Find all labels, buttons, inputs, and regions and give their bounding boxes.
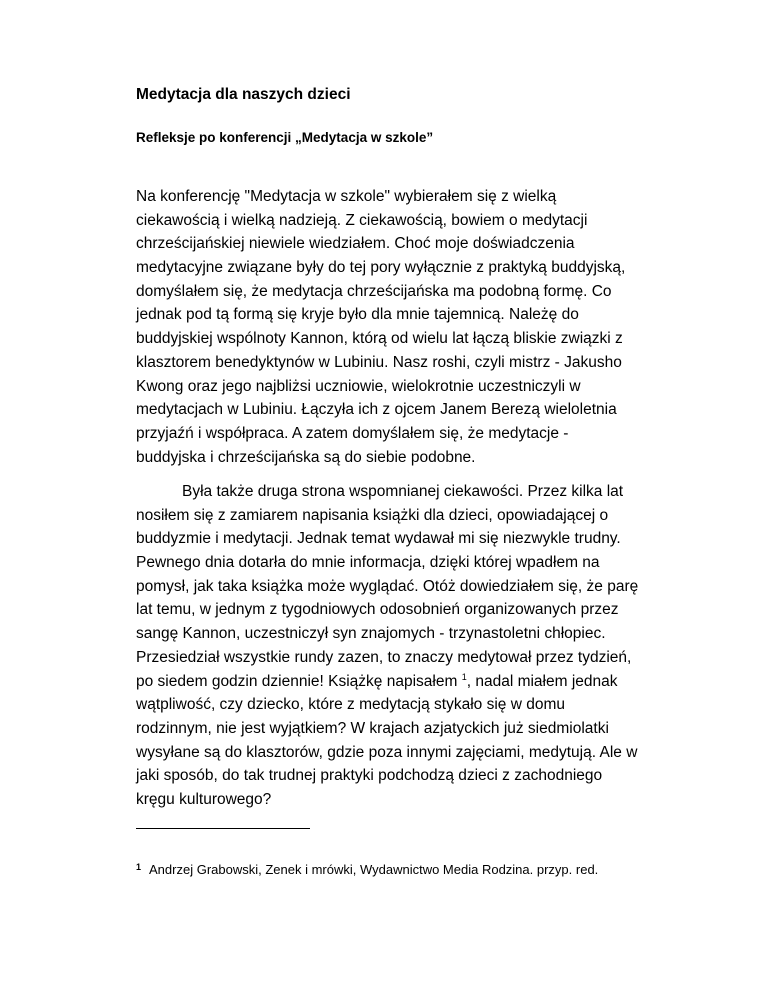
text-line: pomysł, jak taka książka może wyglądać. Otóż dowiedziałem się, że parę bbox=[136, 577, 639, 595]
text-line: jaki sposób, do tak trudnej praktyki podchodzą dzieci z zachodniego bbox=[136, 767, 603, 785]
document-title: Medytacja dla naszych dzieci bbox=[136, 86, 351, 103]
paragraph-1 bbox=[136, 185, 696, 469]
text-line: buddyjskiej wspólnoty Kannon, którą od wielu lat łączą bliskie związki z bbox=[136, 330, 623, 348]
text-line: sangę Kannon, uczestniczył syn znajomych - trzynastoletni chłopiec. bbox=[136, 625, 606, 643]
text-segment: , nadal miałem jednak bbox=[466, 672, 618, 690]
footnote-text: Andrzej Grabowski, Zenek i mrówki, Wydawnictwo Media Rodzina. przyp. red. bbox=[149, 862, 599, 877]
footnote-number: 1 bbox=[136, 862, 142, 872]
footnote-separator bbox=[136, 828, 310, 829]
text-line: Pewnego dnia dotarła do mnie informacja, dzięki której wpadłem na bbox=[136, 554, 600, 572]
document-subtitle: Refleksje po konferencji „Medytacja w szkole” bbox=[136, 130, 434, 145]
text-line: domyślałem się, że medytacja chrześcijańska ma podobną formę. Co bbox=[136, 282, 612, 300]
text-line: wątpliwość, czy dziecko, które z medytacją stykało się w domu bbox=[136, 696, 565, 714]
text-line: ciekawością i wielką nadzieją. Z ciekawością, bowiem o medytacji bbox=[136, 211, 588, 229]
paragraph-2 bbox=[136, 480, 696, 812]
text-line: kręgu kulturowego? bbox=[136, 790, 272, 808]
text-line: Kwong oraz jego najbliżsi uczniowie, wielokrotnie uczestniczyli w bbox=[136, 377, 581, 395]
text-line: Na konferencję "Medytacja w szkole" wybierałem się z wielką bbox=[136, 188, 557, 205]
text-line: Była także druga strona wspomnianej ciekawości. Przez kilka lat bbox=[182, 483, 624, 500]
text-line: wysyłane są do klasztorów, gdzie poza innymi zajęciami, medytują. Ale w bbox=[136, 743, 638, 761]
text-line: medytacjach w Lubiniu. Łączyła ich z ojcem Janem Berezą wieloletnia bbox=[136, 401, 617, 419]
footnote-reference[interactable]: 1 bbox=[461, 671, 467, 682]
text-line: jednak pod tą formą się kryje było dla mnie tajemnicą. Należę do bbox=[136, 306, 579, 324]
text-line: przyjaźń i współpraca. A zatem domyślałem się, że medytacje - bbox=[136, 424, 569, 442]
text-segment: po siedem godzin dziennie! Książkę napisałem bbox=[136, 672, 462, 690]
text-line: medytacyjne związane były do tej pory wyłącznie z praktyką buddyjską, bbox=[136, 259, 626, 277]
text-line: rodzinnym, nie jest wyjątkiem? W krajach azjatyckich już siedmiolatki bbox=[136, 719, 609, 737]
text-line: nosiłem się z zamiarem napisania książki dla dzieci, opowiadającej o bbox=[136, 506, 609, 524]
text-line: Przesiedział wszystkie rundy zazen, to znaczy medytował przez tydzień, bbox=[136, 648, 632, 666]
text-line: chrześcijańskiej niewiele wiedziałem. Choć moje doświadczenia bbox=[136, 235, 575, 253]
text-line: klasztorem benedyktynów w Lubiniu. Nasz roshi, czyli mistrz - Jakusho bbox=[136, 353, 622, 371]
text-line: lat temu, w jednym z tygodniowych odosobnień organizowanych przez bbox=[136, 601, 619, 619]
footnote bbox=[136, 862, 598, 877]
text-line: buddyjska i chrześcijańska są do siebie podobne. bbox=[136, 448, 476, 466]
text-line: buddyzmie i medytacji. Jednak temat wydawał mi się niezwykle trudny. bbox=[136, 530, 621, 548]
text-line-with-footnote bbox=[136, 670, 696, 694]
